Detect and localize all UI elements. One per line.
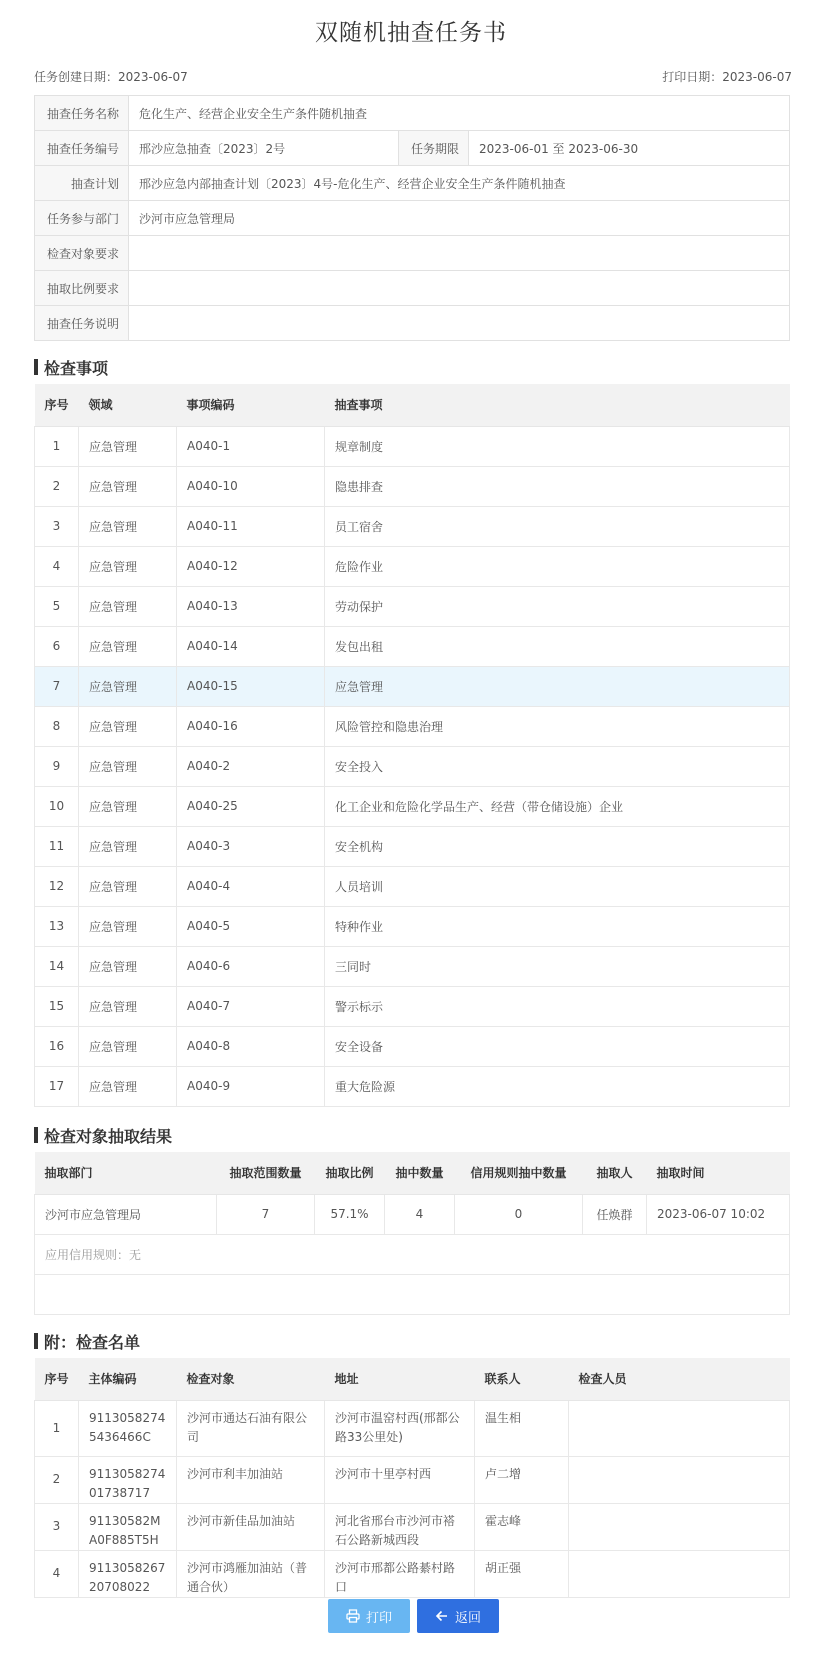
item-domain: 应急管理 xyxy=(79,946,177,986)
item-code: A040-8 xyxy=(177,1026,325,1066)
item-domain: 应急管理 xyxy=(79,506,177,546)
item-code: A040-10 xyxy=(177,466,325,506)
items-row xyxy=(35,706,790,746)
item-no: 15 xyxy=(35,986,79,1026)
items-row xyxy=(35,426,790,466)
target-inspector xyxy=(569,1503,790,1550)
period-value: 2023-06-01 至 2023-06-30 xyxy=(469,131,790,166)
target-no: 4 xyxy=(35,1550,79,1597)
target-name: 沙河市新佳品加油站 xyxy=(177,1503,325,1550)
print-button-label: 打印 xyxy=(365,1610,392,1626)
item-code: A040-5 xyxy=(177,906,325,946)
target-code: 911305827401738717 xyxy=(79,1456,177,1503)
item-code: A040-9 xyxy=(177,1066,325,1106)
page-title: 双随机抽查任务书 xyxy=(315,20,507,46)
target-name: 沙河市通达石油有限公司 xyxy=(177,1400,325,1456)
ratio-req-label: 抽取比例要求 xyxy=(35,271,129,306)
item-no: 10 xyxy=(35,786,79,826)
target-req-label: 检查对象要求 xyxy=(35,236,129,271)
target-contact: 卢二增 xyxy=(475,1456,569,1503)
item-name: 警示标示 xyxy=(325,986,790,1026)
back-button[interactable] xyxy=(417,1599,499,1633)
period-label: 任务期限 xyxy=(399,131,469,166)
item-name: 特种作业 xyxy=(325,906,790,946)
plan-label: 抽查计划 xyxy=(35,166,129,201)
item-domain: 应急管理 xyxy=(79,786,177,826)
item-domain: 应急管理 xyxy=(79,906,177,946)
items-row xyxy=(35,786,790,826)
draw-count: 4 xyxy=(385,1194,455,1234)
task-name-label: 抽查任务名称 xyxy=(35,96,129,131)
draw-header-ratio: 抽取比例 xyxy=(315,1152,385,1194)
item-code: A040-1 xyxy=(177,426,325,466)
draw-credit-count: 0 xyxy=(455,1194,583,1234)
item-name: 员工宿舍 xyxy=(325,506,790,546)
item-domain: 应急管理 xyxy=(79,1026,177,1066)
draw-dept: 沙河市应急管理局 xyxy=(35,1194,217,1234)
item-name: 重大危险源 xyxy=(325,1066,790,1106)
item-code: A040-13 xyxy=(177,586,325,626)
draw-header-time: 抽取时间 xyxy=(647,1152,790,1194)
draw-person: 任焕群 xyxy=(583,1194,647,1234)
item-code: A040-11 xyxy=(177,506,325,546)
item-name: 安全设备 xyxy=(325,1026,790,1066)
target-code: 91130582745436466C xyxy=(79,1400,177,1456)
draw-empty-row xyxy=(35,1274,790,1314)
item-code: A040-7 xyxy=(177,986,325,1026)
draw-ratio: 57.1% xyxy=(315,1194,385,1234)
target-address: 河北省邢台市沙河市褡石公路新城西段 xyxy=(325,1503,475,1550)
ratio-req-value xyxy=(129,271,790,306)
item-no: 5 xyxy=(35,586,79,626)
item-domain: 应急管理 xyxy=(79,826,177,866)
targets-row xyxy=(35,1503,790,1550)
target-contact: 温生相 xyxy=(475,1400,569,1456)
credit-rule-note: 应用信用规则：无 xyxy=(35,1234,790,1274)
target-address: 沙河市邢都公路綦村路口 xyxy=(325,1550,475,1597)
draw-row xyxy=(35,1194,790,1234)
item-no: 12 xyxy=(35,866,79,906)
items-header-code: 事项编码 xyxy=(177,384,325,426)
targets-row xyxy=(35,1550,790,1597)
target-no: 2 xyxy=(35,1456,79,1503)
items-row xyxy=(35,946,790,986)
item-no: 7 xyxy=(35,666,79,706)
item-code: A040-4 xyxy=(177,866,325,906)
item-domain: 应急管理 xyxy=(79,706,177,746)
draw-header-person: 抽取人 xyxy=(583,1152,647,1194)
draw-header-count: 抽中数量 xyxy=(385,1152,455,1194)
item-name: 化工企业和危险化学品生产、经营（带仓储设施）企业 xyxy=(325,786,790,826)
item-name: 危险作业 xyxy=(325,546,790,586)
items-header-domain: 领域 xyxy=(79,384,177,426)
item-code: A040-14 xyxy=(177,626,325,666)
target-no: 3 xyxy=(35,1503,79,1550)
task-code-label: 抽查任务编号 xyxy=(35,131,129,166)
items-row xyxy=(35,626,790,666)
item-domain: 应急管理 xyxy=(79,546,177,586)
item-code: A040-2 xyxy=(177,746,325,786)
target-name: 沙河市鸿雁加油站（普通合伙） xyxy=(177,1550,325,1597)
items-header-no: 序号 xyxy=(35,384,79,426)
draw-header-dept: 抽取部门 xyxy=(35,1152,217,1194)
item-domain: 应急管理 xyxy=(79,666,177,706)
item-domain: 应急管理 xyxy=(79,1066,177,1106)
item-name: 规章制度 xyxy=(325,426,790,466)
plan-value: 邢沙应急内部抽查计划〔2023〕4号-危化生产、经营企业安全生产条件随机抽查 xyxy=(129,166,790,201)
item-domain: 应急管理 xyxy=(79,746,177,786)
item-name: 劳动保护 xyxy=(325,586,790,626)
back-button-label: 返回 xyxy=(454,1610,481,1626)
items-row xyxy=(35,1026,790,1066)
item-name: 应急管理 xyxy=(325,666,790,706)
item-name: 人员培训 xyxy=(325,866,790,906)
target-inspector xyxy=(569,1550,790,1597)
target-name: 沙河市利丰加油站 xyxy=(177,1456,325,1503)
item-code: A040-3 xyxy=(177,826,325,866)
targets-header-inspector: 检查人员 xyxy=(569,1358,790,1400)
item-name: 安全机构 xyxy=(325,826,790,866)
item-domain: 应急管理 xyxy=(79,866,177,906)
inspection-items-table xyxy=(34,384,790,1107)
targets-header-no: 序号 xyxy=(35,1358,79,1400)
targets-header-address: 地址 xyxy=(325,1358,475,1400)
item-no: 17 xyxy=(35,1066,79,1106)
item-code: A040-15 xyxy=(177,666,325,706)
targets-header-target: 检查对象 xyxy=(177,1358,325,1400)
items-row xyxy=(35,746,790,786)
inspection-targets-table xyxy=(34,1358,790,1598)
items-row xyxy=(35,466,790,506)
target-address: 沙河市温窑村西(邢都公路33公里处) xyxy=(325,1400,475,1456)
draw-section-heading: 检查对象抽取结果 xyxy=(34,1124,172,1147)
item-domain: 应急管理 xyxy=(79,586,177,626)
items-section-heading: 检查事项 xyxy=(34,356,108,379)
task-info-table xyxy=(34,95,790,341)
item-domain: 应急管理 xyxy=(79,986,177,1026)
item-no: 1 xyxy=(35,426,79,466)
target-code: 911305826720708022 xyxy=(79,1550,177,1597)
target-inspector xyxy=(569,1400,790,1456)
item-no: 4 xyxy=(35,546,79,586)
item-domain: 应急管理 xyxy=(79,626,177,666)
desc-value xyxy=(129,306,790,341)
target-code: 91130582MA0F885T5H xyxy=(79,1503,177,1550)
task-name-value: 危化生产、经营企业安全生产条件随机抽查 xyxy=(129,96,790,131)
item-name: 发包出租 xyxy=(325,626,790,666)
targets-header-code: 主体编码 xyxy=(79,1358,177,1400)
target-contact: 胡正强 xyxy=(475,1550,569,1597)
item-no: 14 xyxy=(35,946,79,986)
items-header-item: 抽查事项 xyxy=(325,384,790,426)
item-no: 8 xyxy=(35,706,79,746)
target-contact: 霍志峰 xyxy=(475,1503,569,1550)
item-no: 6 xyxy=(35,626,79,666)
targets-header-contact: 联系人 xyxy=(475,1358,569,1400)
items-row xyxy=(35,506,790,546)
item-code: A040-12 xyxy=(177,546,325,586)
target-address: 沙河市十里亭村西 xyxy=(325,1456,475,1503)
dept-value: 沙河市应急管理局 xyxy=(129,201,790,236)
item-name: 安全投入 xyxy=(325,746,790,786)
item-no: 13 xyxy=(35,906,79,946)
target-req-value xyxy=(129,236,790,271)
print-button[interactable] xyxy=(328,1599,410,1633)
targets-section-heading: 附：检查名单 xyxy=(34,1330,140,1353)
item-name: 三同时 xyxy=(325,946,790,986)
draw-header-range: 抽取范围数量 xyxy=(217,1152,315,1194)
items-row xyxy=(35,826,790,866)
targets-row xyxy=(35,1456,790,1503)
target-no: 1 xyxy=(35,1400,79,1456)
item-name: 隐患排查 xyxy=(325,466,790,506)
target-inspector xyxy=(569,1456,790,1503)
item-no: 9 xyxy=(35,746,79,786)
items-row xyxy=(35,546,790,586)
items-row xyxy=(35,866,790,906)
created-date: 任务创建日期：2023-06-07 xyxy=(34,70,188,84)
item-code: A040-16 xyxy=(177,706,325,746)
item-code: A040-25 xyxy=(177,786,325,826)
items-row xyxy=(35,666,790,706)
draw-range: 7 xyxy=(217,1194,315,1234)
dept-label: 任务参与部门 xyxy=(35,201,129,236)
draw-header-credit: 信用规则抽中数量 xyxy=(455,1152,583,1194)
items-row xyxy=(35,906,790,946)
items-row xyxy=(35,1066,790,1106)
items-row xyxy=(35,986,790,1026)
item-no: 3 xyxy=(35,506,79,546)
targets-row xyxy=(35,1400,790,1456)
item-domain: 应急管理 xyxy=(79,426,177,466)
item-domain: 应急管理 xyxy=(79,466,177,506)
item-no: 16 xyxy=(35,1026,79,1066)
printer-icon xyxy=(346,1609,360,1623)
items-row xyxy=(35,586,790,626)
desc-label: 抽查任务说明 xyxy=(35,306,129,341)
draw-result-table xyxy=(34,1152,790,1315)
item-no: 11 xyxy=(35,826,79,866)
item-no: 2 xyxy=(35,466,79,506)
item-name: 风险管控和隐患治理 xyxy=(325,706,790,746)
print-date: 打印日期：2023-06-07 xyxy=(662,70,792,84)
back-arrow-icon xyxy=(435,1609,449,1623)
draw-time: 2023-06-07 10:02 xyxy=(647,1194,790,1234)
item-code: A040-6 xyxy=(177,946,325,986)
task-code-value: 邢沙应急抽查〔2023〕2号 xyxy=(129,131,399,166)
